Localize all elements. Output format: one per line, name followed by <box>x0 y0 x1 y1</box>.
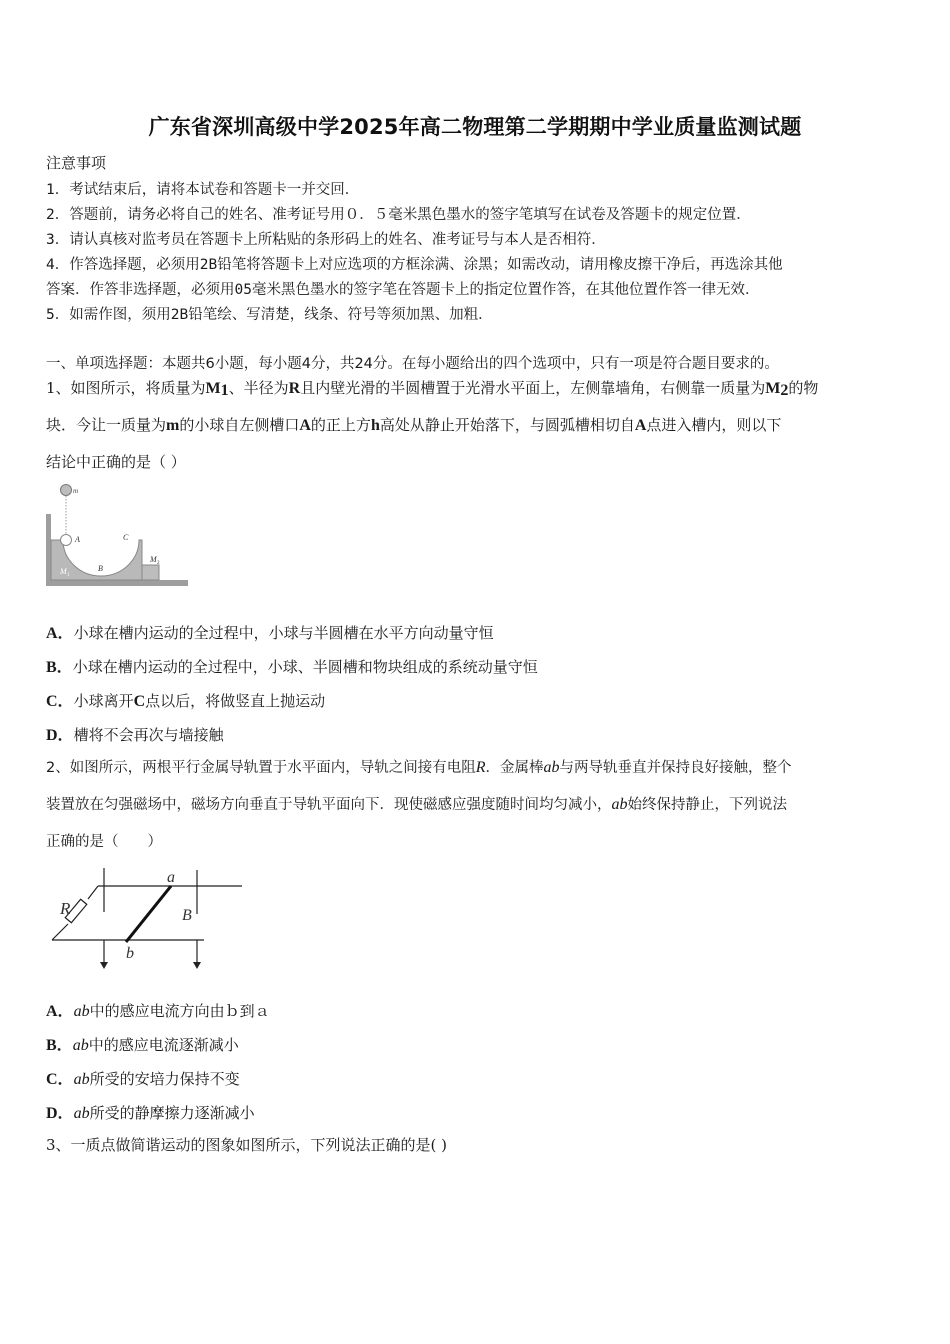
svg-text:1: 1 <box>67 573 70 578</box>
svg-text:b: b <box>126 945 134 962</box>
q3-stem-line-1: 3、一质点做简谐运动的图象如图所示，下列说法正确的是( ) <box>46 1136 448 1154</box>
q1-stem-line-2: 块．今让一质量为m的小球自左侧槽口A的正上方h高处从静止开始落下，与圆弧槽相切自A点进入槽内，则以下 <box>46 416 782 434</box>
q1-option-a: A．小球在槽内运动的全过程中，小球与半圆槽在水平方向动量守恒 <box>46 624 494 642</box>
svg-text:B: B <box>98 564 103 573</box>
svg-text:a: a <box>167 869 175 886</box>
notice-heading: 注意事项 <box>46 154 107 172</box>
q2-rail-circuit-figure <box>46 866 251 972</box>
q2-stem-line-3: 正确的是（ ） <box>46 834 162 850</box>
svg-text:C: C <box>123 533 129 542</box>
arrow-down-icon <box>193 962 201 969</box>
notice-item-4: 4．作答选择题，必须用2B铅笔将答题卡上对应选项的方框涂满、涂黑；如需改动，请用橡皮擦干净后，再选涂其他 <box>46 257 783 273</box>
section-heading: 一、单项选择题：本题共6小题，每小题4分，共24分。在每小题给出的四个选项中，只有一项是符合题目要求的。 <box>46 356 779 372</box>
q1-option-d: D．槽将不会再次与墙接触 <box>46 726 224 744</box>
arrow-down-icon <box>100 962 108 969</box>
q2-option-c: C．ab所受的安培力保持不变 <box>46 1070 240 1088</box>
ball-m-icon <box>61 485 72 496</box>
notice-item-5: 5．如需作图，须用2B铅笔绘、写清楚，线条、符号等须加黑、加粗． <box>46 307 493 323</box>
svg-text:2: 2 <box>157 561 160 566</box>
notice-item-1: 1．考试结束后，请将本试卷和答题卡一并交回． <box>46 182 360 198</box>
q2-stem-line-2: 装置放在匀强磁场中，磁场方向垂直于导轨平面向下．现使磁感应强度随时间均匀减小，ab始终保持静止，下列说法 <box>46 796 787 813</box>
svg-text:A: A <box>75 535 80 544</box>
q1-stem-line-3: 结论中正确的是（ ） <box>46 453 186 471</box>
notice-item-2: 2．答题前，请务必将自己的姓名、准考证号用０．５毫米黑色墨水的签字笔填写在试卷及答题卡的规定位置． <box>46 207 751 223</box>
metal-rod-ab <box>126 886 171 942</box>
document-title: 广东省深圳高级中学2025年高二物理第二学期期中学业质量监测试题 <box>148 115 802 139</box>
q2-option-a: A．ab中的感应电流方向由ｂ到ａ <box>46 1002 270 1020</box>
svg-text:M: M <box>150 555 157 564</box>
q1-option-c: C．小球离开C点以后，将做竖直上抛运动 <box>46 692 326 710</box>
q1-stem-line-1: 1、如图所示，将质量为$M_1$、半径为R且内壁光滑的半圆槽置于光滑水平面上，左侧靠墙角，右侧靠一质量为$M_2$的物 <box>46 379 819 399</box>
block-m2-icon <box>142 565 159 580</box>
q1-half-trough-figure <box>44 480 194 590</box>
q2-option-b: B．ab中的感应电流逐渐减小 <box>46 1036 239 1054</box>
q1-option-b: B．小球在槽内运动的全过程中，小球、半圆槽和物块组成的系统动量守恒 <box>46 658 538 676</box>
svg-text:M: M <box>60 567 67 576</box>
svg-text:m: m <box>73 487 79 495</box>
q2-stem-line-1: 2、如图所示，两根平行金属导轨置于水平面内，导轨之间接有电阻R．金属棒ab与两导轨垂直并保持良好接触，整个 <box>46 759 792 776</box>
svg-text:B: B <box>182 907 192 924</box>
notice-item-3: 3．请认真核对监考员在答题卡上所粘贴的条形码上的姓名、准考证号与本人是否相符． <box>46 232 606 248</box>
svg-text:R: R <box>60 899 71 918</box>
q2-option-d: D．ab所受的静摩擦力逐渐减小 <box>46 1104 255 1122</box>
notice-item-4-cont: 答案．作答非选择题，必须用05毫米黑色墨水的签字笔在答题卡上的指定位置作答，在其他位置作答一律无效． <box>46 282 760 298</box>
